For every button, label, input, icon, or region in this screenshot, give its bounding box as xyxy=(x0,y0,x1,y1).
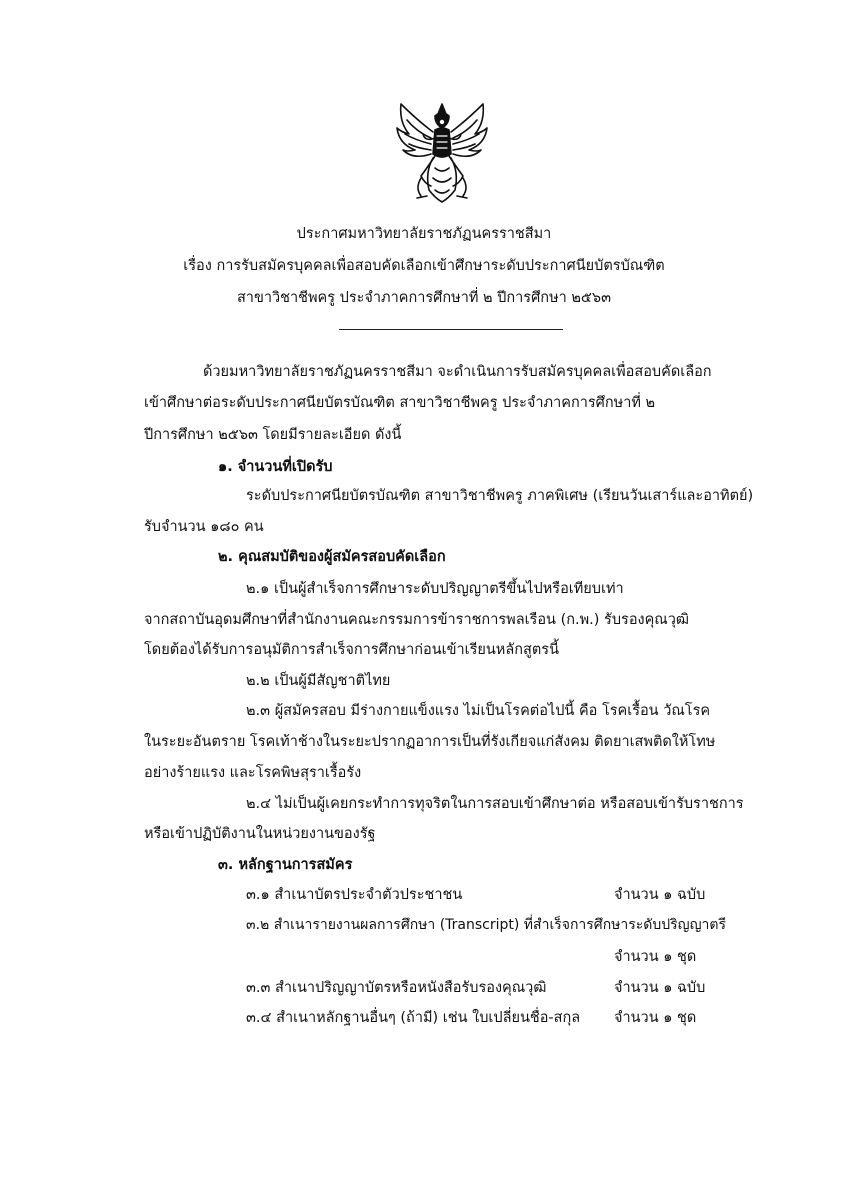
document-3-3-qty: จำนวน ๑ ฉบับ xyxy=(614,980,706,996)
qualification-2-1-line-3: โดยต้องได้รับการอนุมัติการสำเร็จการศึกษาก่อนเข้าเรียนหลักสูตรนี้ xyxy=(144,642,559,658)
qualification-2-1-line-2: จากสถาบันอุดมศึกษาที่สำนักงานคณะกรรมการข้าราชการพลเรือน (ก.พ.) รับรองคุณวุฒิ xyxy=(144,612,690,628)
document-3-4: ๓.๔ สำเนาหลักฐานอื่นๆ (ถ้ามี) เช่น ใบเปลี่ยนชื่อ-สกุล xyxy=(246,1010,581,1026)
document-3-2-qty: จำนวน ๑ ชุด xyxy=(614,949,697,965)
intro-line-2: เข้าศึกษาต่อระดับประกาศนียบัตรบัณฑิต สาขาวิชาชีพครู ประจำภาคการศึกษาที่ ๒ xyxy=(144,395,656,411)
document-3-3: ๓.๓ สำเนาปริญญาบัตรหรือหนังสือรับรองคุณวุฒิ xyxy=(246,980,547,996)
document-3-1: ๓.๑ สำเนาบัตรประจำตัวประชาชน xyxy=(246,887,463,903)
section-1-line-2: รับจำนวน ๑๘๐ คน xyxy=(144,519,264,535)
qualification-2-3-line-2: ในระยะอันตราย โรคเท้าช้างในระยะปรากฏอาการเป็นที่รังเกียจแก่สังคม ติดยาเสพติดให้โทษ xyxy=(144,734,716,750)
intro-line-1: ด้วยมหาวิทยาลัยราชภัฏนครราชสีมา จะดำเนินการรับสมัครบุคคลเพื่อสอบคัดเลือก xyxy=(203,364,712,380)
announcement-title: ประกาศมหาวิทยาลัยราชภัฏนครราชสีมา xyxy=(296,226,552,242)
garuda-emblem xyxy=(391,98,493,208)
qualification-2-3-line-1: ๒.๓ ผู้สมัครสอบ มีร่างกายแข็งแรง ไม่เป็นโรคต่อไปนี้ คือ โรคเรื้อน วัณโรค xyxy=(246,703,711,719)
section-1-line-1: ระดับประกาศนียบัตรบัณฑิต สาขาวิชาชีพครู ภาคพิเศษ (เรียนวันเสาร์และอาทิตย์) xyxy=(246,488,754,504)
section-3-heading: ๓. หลักฐานการสมัคร xyxy=(218,857,353,873)
qualification-2-2: ๒.๒ เป็นผู้มีสัญชาติไทย xyxy=(246,673,391,689)
qualification-2-3-line-3: อย่างร้ายแรง และโรคพิษสุราเรื้อรัง xyxy=(144,765,362,781)
announcement-subject: เรื่อง การรับสมัครบุคคลเพื่อสอบคัดเลือกเข้าศึกษาระดับประกาศนียบัตรบัณฑิต xyxy=(183,258,665,274)
announcement-subject-cont: สาขาวิชาชีพครู ประจำภาคการศึกษาที่ ๒ ปีการศึกษา ๒๕๖๓ xyxy=(236,290,612,306)
document-3-2: ๓.๒ สำเนารายงานผลการศึกษา (Transcript) ที่สำเร็จการศึกษาระดับปริญญาตรี xyxy=(246,917,727,933)
qualification-2-1-line-1: ๒.๑ เป็นผู้สำเร็จการศึกษาระดับปริญญาตรีขึ้นไปหรือเทียบเท่า xyxy=(246,581,624,597)
intro-line-3: ปีการศึกษา ๒๕๖๓ โดยมีรายละเอียด ดังนี้ xyxy=(144,427,402,443)
document-3-4-qty: จำนวน ๑ ชุด xyxy=(614,1010,697,1026)
document-3-1-qty: จำนวน ๑ ฉบับ xyxy=(614,887,706,903)
qualification-2-4-line-2: หรือเข้าปฏิบัติงานในหน่วยงานของรัฐ xyxy=(144,826,376,842)
qualification-2-4-line-1: ๒.๔ ไม่เป็นผู้เคยกระทำการทุจริตในการสอบเข้าศึกษาต่อ หรือสอบเข้ารับราชการ xyxy=(246,796,744,812)
section-2-heading: ๒. คุณสมบัติของผู้สมัครสอบคัดเลือก xyxy=(218,549,446,565)
section-1-heading: ๑. จำนวนที่เปิดรับ xyxy=(218,459,333,475)
header-divider xyxy=(339,329,563,330)
